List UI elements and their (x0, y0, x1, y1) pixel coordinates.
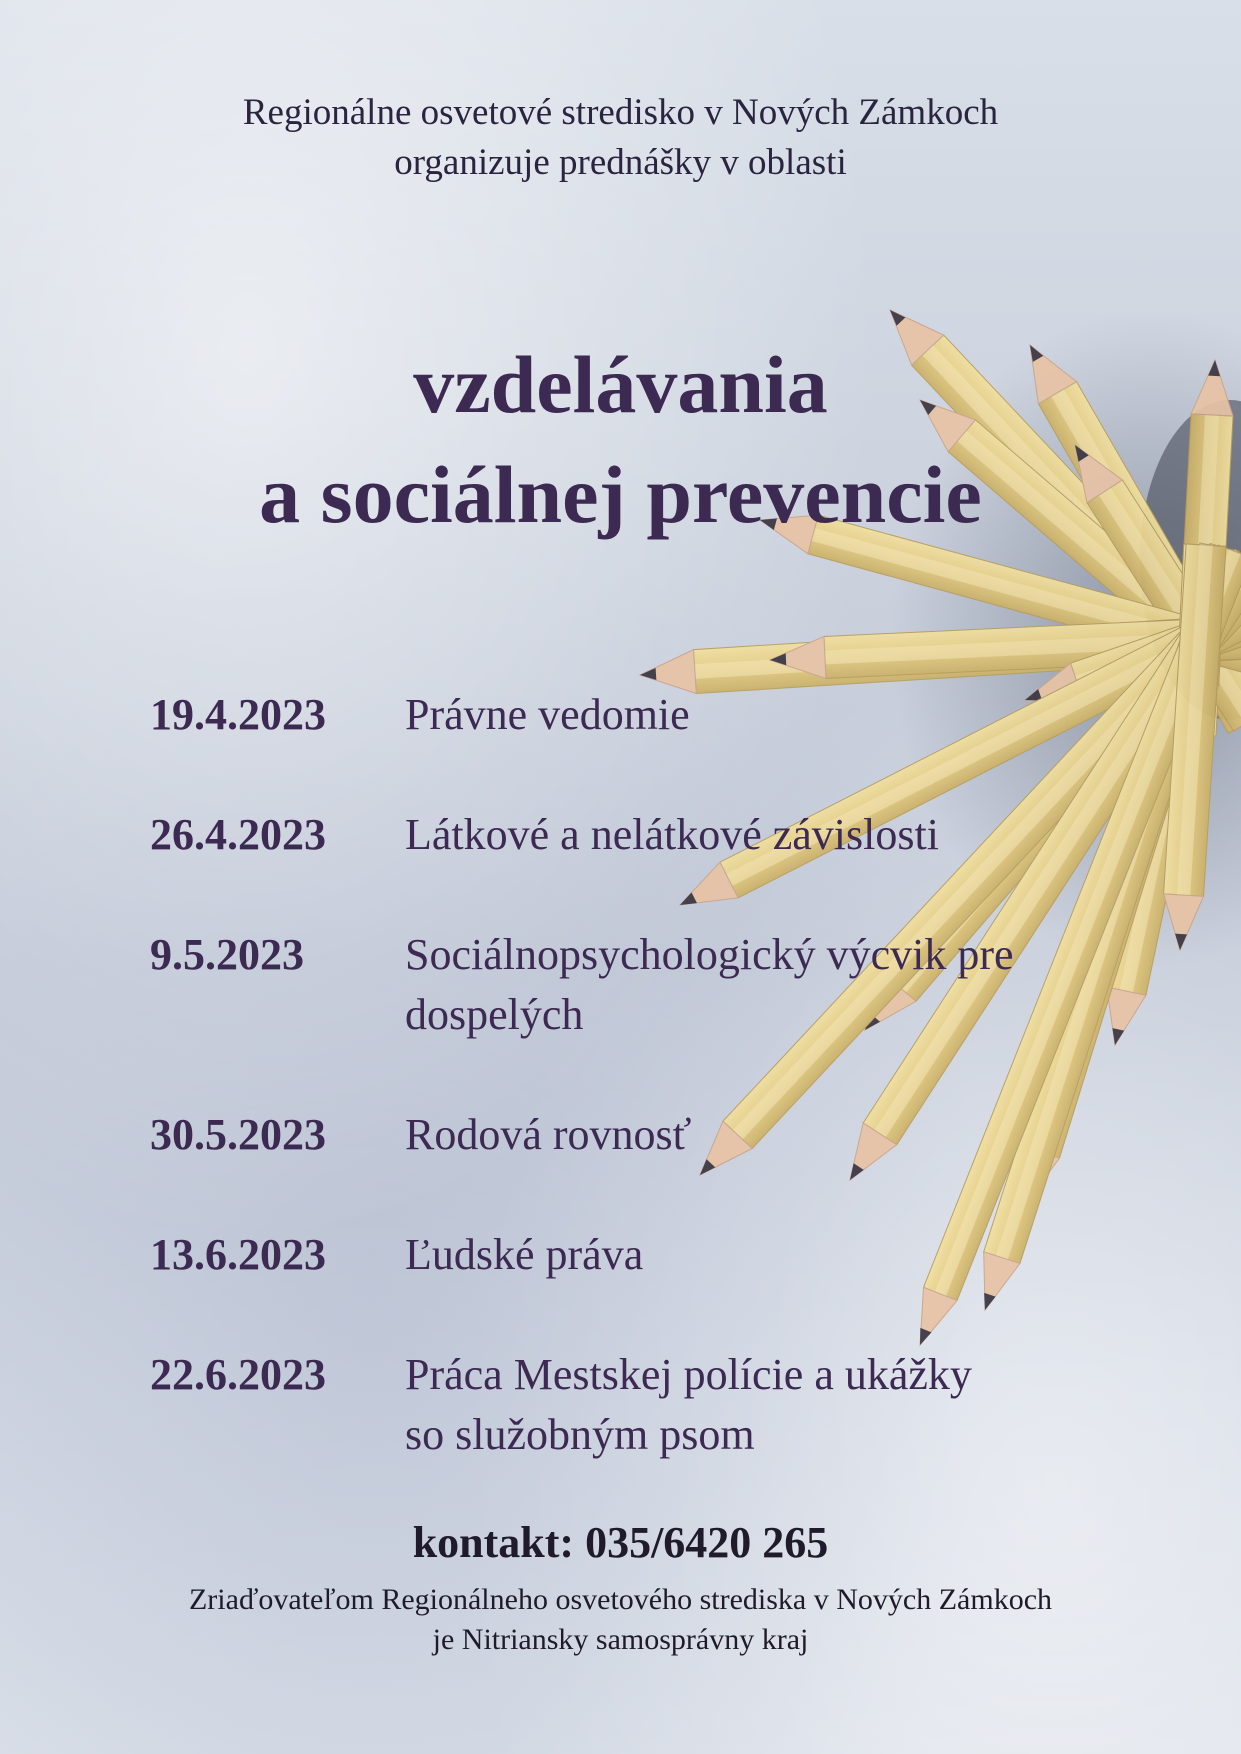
event-topic (405, 1105, 1105, 1165)
footer-line-2: je Nitriansky samosprávny kraj (432, 1623, 809, 1656)
event-date: 19.4.2023 (150, 690, 326, 739)
footer-line-1: Zriaďovateľom Regionálneho osvetového strediska v Nových Zámkoch (188, 1583, 1053, 1616)
event-date: 26.4.2023 (150, 810, 326, 859)
event-topic-line-2: dospelých (405, 990, 584, 1039)
title-line-2: a sociálnej prevencie (259, 449, 982, 540)
event-topic (405, 925, 1105, 1045)
event-topic (405, 1225, 1105, 1285)
event-topic-line-1: Látkové a nelátkové závislosti (405, 810, 939, 859)
event-date: 13.6.2023 (150, 1230, 326, 1279)
title-line-1: vzdelávania (413, 339, 828, 430)
event-topic (405, 805, 1105, 865)
event-topic-line-1: Rodová rovnosť (405, 1110, 692, 1159)
page-title (0, 330, 1241, 550)
event-topic-line-1: Práca Mestskej polície a ukážky (405, 1350, 972, 1399)
event-topic-line-1: Sociálnopsychologický výcvik pre (405, 930, 1014, 979)
event-topic-line-1: Právne vedomie (405, 690, 690, 739)
event-date: 30.5.2023 (150, 1110, 326, 1159)
event-topic (405, 685, 1105, 745)
header-line-2: organizuje prednášky v oblasti (394, 142, 847, 183)
header-line-1: Regionálne osvetové stredisko v Nových Zámkoch (242, 92, 999, 133)
event-topic-line-1: Ľudské práva (405, 1230, 644, 1279)
contact-phone: kontakt: 035/6420 265 (412, 1518, 829, 1567)
footer-text (0, 1580, 1241, 1660)
header-text (0, 88, 1241, 188)
event-topic (405, 1345, 1105, 1465)
event-date: 9.5.2023 (150, 930, 304, 979)
event-date: 22.6.2023 (150, 1350, 326, 1399)
event-topic-line-2: so služobným psom (405, 1410, 755, 1459)
